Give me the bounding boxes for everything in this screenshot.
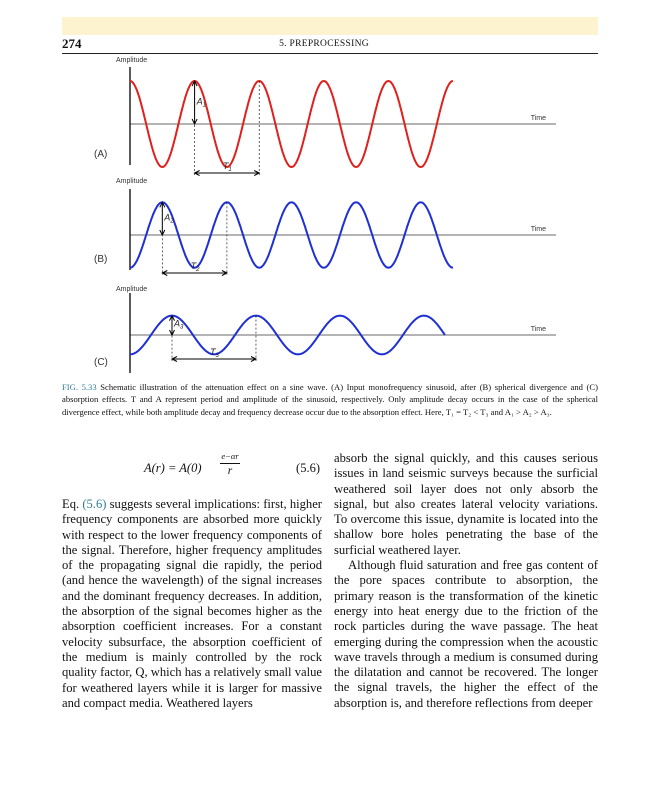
- right-paragraph-2: Although fluid saturation and free gas content of the pore spaces contribute to absorption, the primary reason is the transformation of the kinetic energy into heat energy due to the friction of the rock particles during the wave passage. The heat emerging during the compression when the acoustic wave travels through a medium is consumed during the dilatation and cannot be recovered. The longer the signal travels, the higher the effect of the absorption is, and therefore reflections from deeper: [334, 558, 598, 710]
- panel-c-x-label: Time: [530, 326, 546, 333]
- panel-c-period-label: $T_3$: [209, 347, 219, 359]
- panel-a-period-label: $T_1$: [222, 161, 232, 173]
- panel-c-y-label: Amplitude: [116, 286, 148, 293]
- left-column: [62, 497, 322, 711]
- top-color-band: [62, 17, 598, 35]
- header-rule: [62, 53, 598, 54]
- panel-c-label: (C): [94, 357, 108, 368]
- left-paragraph-text: suggests several implications: first, higher frequency components are absorbed more quickly with respect to the lower frequency components of the signal. Therefore, higher frequency amplitudes of the propagating signal die rapidly, the period (and hence the wavelength) of the signal increases and the dominant frequency decreases. In addition, the absorption of the signal becomes higher as the absorption coefficient increases. For a constant velocity subsurface, the absorption coefficient of the medium is mainly controlled by the rock quality factor, Q, which has a relatively small value for weathered layers while it is larger for massive and compact media. Weathered layers: [62, 497, 322, 710]
- equation-5-6: [62, 448, 322, 496]
- equation-link[interactable]: (5.6): [82, 497, 107, 511]
- fraction-bar: [220, 463, 240, 464]
- running-head: 5. PREPROCESSING: [279, 39, 369, 49]
- equation-lhs: A(r) = A(0): [144, 461, 202, 475]
- figure-caption: [62, 381, 598, 418]
- equation-number: (5.6): [296, 461, 320, 475]
- equation-denominator: r: [227, 465, 233, 477]
- equation-fraction: [218, 451, 242, 478]
- panel-a-label: (A): [94, 149, 108, 160]
- right-column: [334, 451, 598, 711]
- panel-b-label: (B): [94, 254, 108, 265]
- panel-b-period-label: $T_2$: [190, 261, 200, 273]
- panel-b-y-label: Amplitude: [116, 178, 148, 185]
- panel-b-x-label: Time: [530, 226, 546, 233]
- caption-text: Schematic illustration of the attenuation effect on a sine wave. (A) Input monofrequency sinusoid, after (B) spherical divergence and (C) absorption effects. T and A represent period and amplitude of the sinusoid, respectively. Only amplitude decay occurs in the case of the spherical divergence effect, while both amplitude decay and frequency decrease occur due to the absorption effect. Here, T₁ = T₂ < T₃ and A₁ > A₂ > A₃.: [62, 382, 598, 417]
- panel-a-amplitude-label: $A_1$: [196, 96, 206, 109]
- page-number: 274: [62, 36, 82, 51]
- eq-ref-prefix: Eq.: [62, 497, 80, 511]
- panel-a-x-label: Time: [530, 115, 546, 122]
- right-paragraph-1: absorb the signal quickly, and this causes serious issues in land seismic surveys because the surficial weathered soil layer does not only absorb the signal, but also creates lateral velocity variations. To overcome this issue, dynamite is located into the shallow bore holes penetrating the base of the surficial weathered layer.: [334, 451, 598, 557]
- attenuation-figure: [0, 55, 648, 377]
- left-paragraph: [62, 497, 322, 711]
- panel-a-y-label: Amplitude: [116, 57, 148, 64]
- equation-numerator: e−αr: [221, 451, 239, 461]
- panel-b-amplitude-label: $A_2$: [164, 212, 174, 225]
- figure-label: FIG. 5.33: [62, 382, 97, 392]
- panel-c-amplitude-label: $A_3$: [173, 318, 184, 331]
